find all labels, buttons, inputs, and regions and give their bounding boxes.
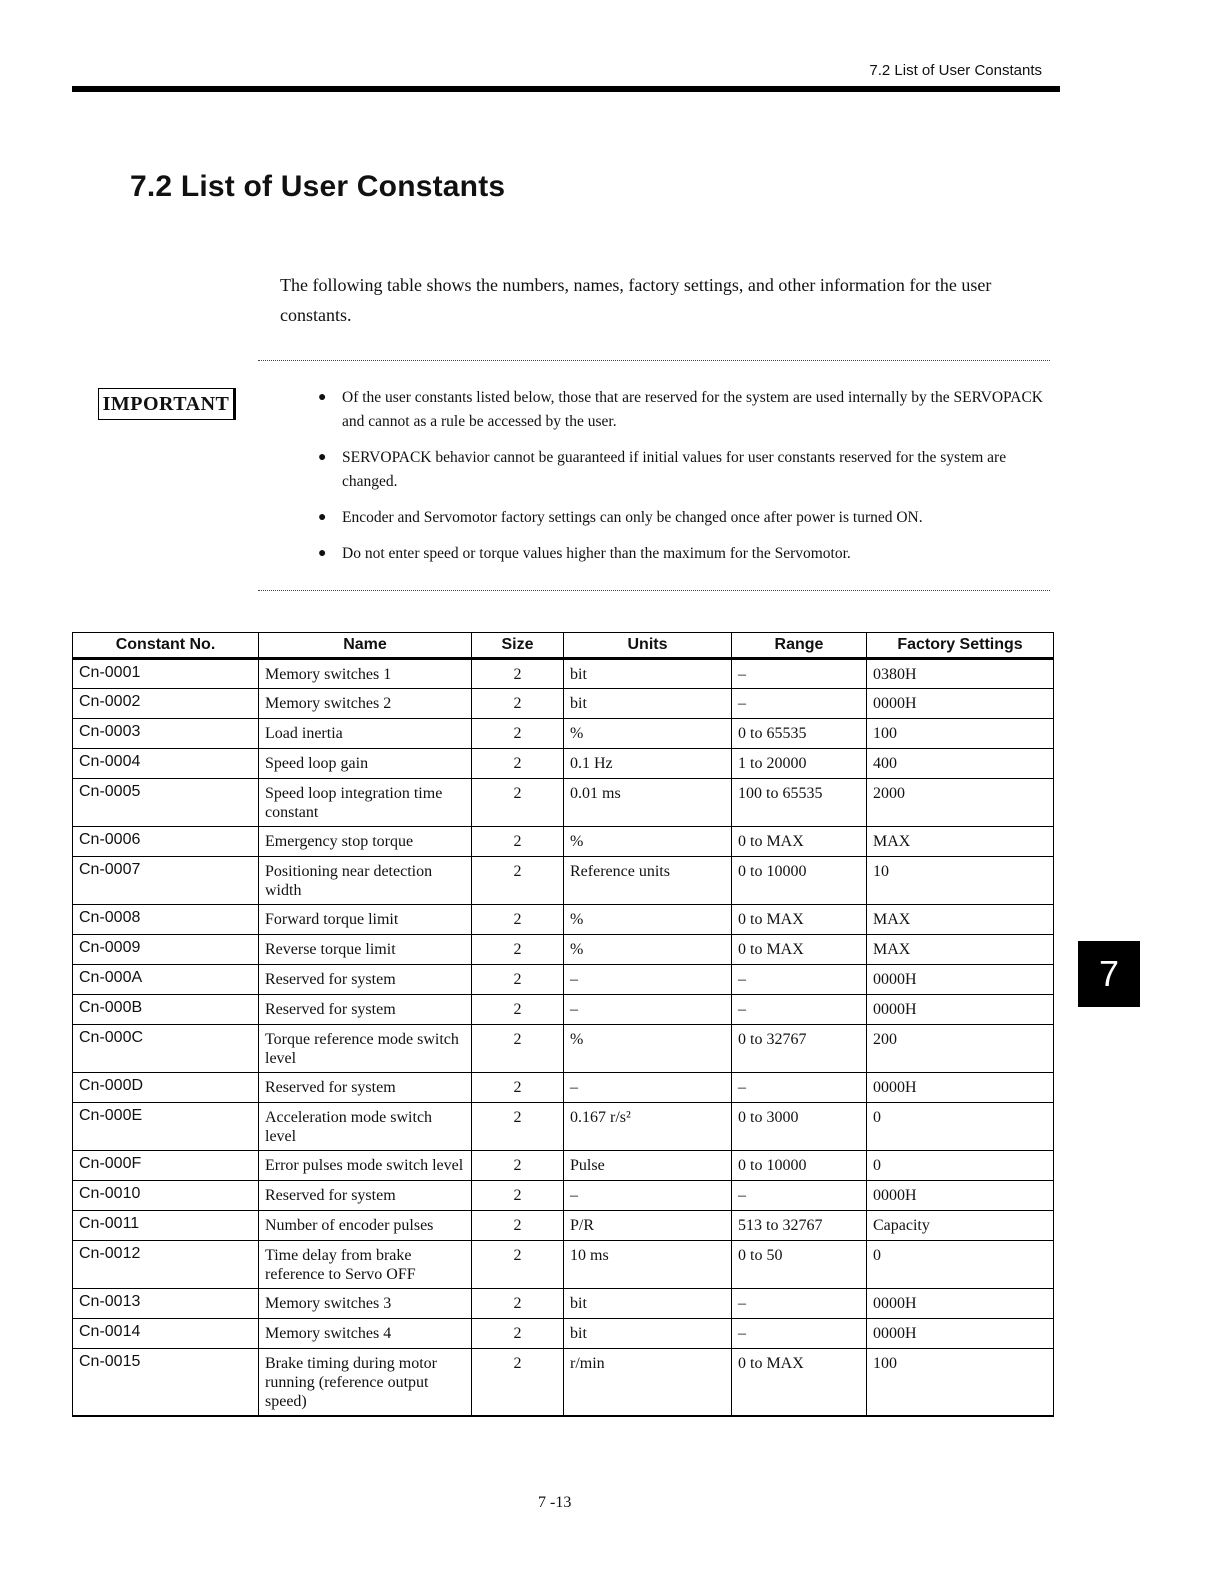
- cell-range: 1 to 20000: [732, 749, 867, 779]
- cell-size: 2: [472, 1349, 564, 1417]
- cell-name: Memory switches 2: [259, 689, 472, 719]
- cell-name: Memory switches 3: [259, 1289, 472, 1319]
- cell-factory-setting: 0000H: [867, 995, 1054, 1025]
- cell-factory-setting: 100: [867, 719, 1054, 749]
- table-row: [73, 1349, 1054, 1417]
- cell-units: 0.167 r/s²: [564, 1103, 732, 1151]
- cell-constant-no: Cn-000C: [73, 1025, 259, 1073]
- cell-range: –: [732, 659, 867, 689]
- cell-constant-no: Cn-000E: [73, 1103, 259, 1151]
- cell-units: 0.01 ms: [564, 779, 732, 827]
- table-row: [73, 1103, 1054, 1151]
- table-row: [73, 719, 1054, 749]
- cell-constant-no: Cn-0004: [73, 749, 259, 779]
- cell-size: 2: [472, 1073, 564, 1103]
- table-row: [73, 659, 1054, 689]
- cell-name: Acceleration mode switch level: [259, 1103, 472, 1151]
- cell-factory-setting: 0: [867, 1151, 1054, 1181]
- cell-factory-setting: Capacity: [867, 1211, 1054, 1241]
- cell-size: 2: [472, 659, 564, 689]
- cell-units: bit: [564, 659, 732, 689]
- cell-name: Time delay from brake reference to Servo OFF: [259, 1241, 472, 1289]
- cell-factory-setting: MAX: [867, 905, 1054, 935]
- cell-units: 0.1 Hz: [564, 749, 732, 779]
- cell-size: 2: [472, 857, 564, 905]
- cell-constant-no: Cn-0008: [73, 905, 259, 935]
- cell-name: Brake timing during motor running (reference output speed): [259, 1349, 472, 1417]
- cell-size: 2: [472, 1289, 564, 1319]
- user-constants-table: [72, 632, 1054, 1417]
- cell-name: Emergency stop torque: [259, 827, 472, 857]
- bullet-icon: ●: [318, 450, 327, 465]
- cell-units: %: [564, 935, 732, 965]
- cell-factory-setting: 400: [867, 749, 1054, 779]
- cell-range: 513 to 32767: [732, 1211, 867, 1241]
- important-label: IMPORTANT: [98, 388, 236, 420]
- cell-factory-setting: 0000H: [867, 965, 1054, 995]
- cell-range: 0 to 65535: [732, 719, 867, 749]
- cell-factory-setting: 0380H: [867, 659, 1054, 689]
- cell-range: 0 to 10000: [732, 857, 867, 905]
- cell-size: 2: [472, 779, 564, 827]
- bullet-icon: ●: [318, 390, 327, 405]
- cell-name: Forward torque limit: [259, 905, 472, 935]
- cell-size: 2: [472, 1151, 564, 1181]
- table-row: [73, 1025, 1054, 1073]
- cell-name: Torque reference mode switch level: [259, 1025, 472, 1073]
- table-row: [73, 689, 1054, 719]
- cell-units: r/min: [564, 1349, 732, 1417]
- cell-range: –: [732, 1073, 867, 1103]
- table-row: [73, 1151, 1054, 1181]
- header-factory-settings: Factory Settings: [867, 633, 1054, 659]
- cell-constant-no: Cn-0015: [73, 1349, 259, 1417]
- cell-range: 0 to MAX: [732, 905, 867, 935]
- cell-factory-setting: 0: [867, 1241, 1054, 1289]
- cell-range: 100 to 65535: [732, 779, 867, 827]
- cell-factory-setting: 0000H: [867, 1319, 1054, 1349]
- header-units: Units: [564, 633, 732, 659]
- intro-paragraph: The following table shows the numbers, names, factory settings, and other information for the user constants.: [280, 275, 992, 325]
- table-row: [73, 905, 1054, 935]
- cell-range: –: [732, 1319, 867, 1349]
- cell-units: P/R: [564, 1211, 732, 1241]
- cell-size: 2: [472, 995, 564, 1025]
- cell-factory-setting: 0: [867, 1103, 1054, 1151]
- cell-units: –: [564, 965, 732, 995]
- cell-units: –: [564, 995, 732, 1025]
- cell-range: –: [732, 1181, 867, 1211]
- cell-range: 0 to 32767: [732, 1025, 867, 1073]
- cell-range: –: [732, 689, 867, 719]
- cell-name: Error pulses mode switch level: [259, 1151, 472, 1181]
- chapter-tab: 7: [1078, 941, 1140, 1007]
- cell-size: 2: [472, 905, 564, 935]
- cell-factory-setting: 2000: [867, 779, 1054, 827]
- cell-size: 2: [472, 1103, 564, 1151]
- cell-name: Load inertia: [259, 719, 472, 749]
- cell-factory-setting: 200: [867, 1025, 1054, 1073]
- running-header: 7.2 List of User Constants: [869, 62, 1042, 79]
- table-row: [73, 1241, 1054, 1289]
- header-rule: [72, 86, 1060, 92]
- cell-range: –: [732, 1289, 867, 1319]
- cell-name: Reserved for system: [259, 1181, 472, 1211]
- section-title: 7.2 List of User Constants: [130, 170, 506, 203]
- cell-factory-setting: 0000H: [867, 689, 1054, 719]
- cell-units: bit: [564, 689, 732, 719]
- table-row: [73, 1289, 1054, 1319]
- cell-constant-no: Cn-0006: [73, 827, 259, 857]
- header-size: Size: [472, 633, 564, 659]
- table-row: [73, 857, 1054, 905]
- cell-name: Speed loop gain: [259, 749, 472, 779]
- table-row: [73, 995, 1054, 1025]
- cell-constant-no: Cn-000F: [73, 1151, 259, 1181]
- cell-units: bit: [564, 1319, 732, 1349]
- cell-constant-no: Cn-0009: [73, 935, 259, 965]
- cell-size: 2: [472, 965, 564, 995]
- cell-factory-setting: 100: [867, 1349, 1054, 1417]
- cell-constant-no: Cn-0003: [73, 719, 259, 749]
- table-header-row: [73, 633, 1054, 659]
- cell-factory-setting: MAX: [867, 935, 1054, 965]
- cell-units: %: [564, 905, 732, 935]
- cell-constant-no: Cn-0002: [73, 689, 259, 719]
- cell-constant-no: Cn-0011: [73, 1211, 259, 1241]
- cell-units: %: [564, 1025, 732, 1073]
- cell-constant-no: Cn-0007: [73, 857, 259, 905]
- table-row: [73, 935, 1054, 965]
- note-item: ● Do not enter speed or torque values higher than the maximum for the Servomotor.: [318, 542, 1058, 566]
- cell-units: %: [564, 719, 732, 749]
- note-item: ● Encoder and Servomotor factory settings can only be changed once after power is turned ON.: [318, 506, 1058, 530]
- table-row: [73, 1073, 1054, 1103]
- cell-units: –: [564, 1181, 732, 1211]
- cell-units: 10 ms: [564, 1241, 732, 1289]
- table-row: [73, 1181, 1054, 1211]
- cell-range: –: [732, 995, 867, 1025]
- cell-name: Number of encoder pulses: [259, 1211, 472, 1241]
- bullet-icon: ●: [318, 546, 327, 561]
- cell-constant-no: Cn-0013: [73, 1289, 259, 1319]
- cell-units: bit: [564, 1289, 732, 1319]
- cell-constant-no: Cn-0010: [73, 1181, 259, 1211]
- cell-size: 2: [472, 749, 564, 779]
- cell-range: 0 to MAX: [732, 827, 867, 857]
- table-row: [73, 749, 1054, 779]
- cell-name: Speed loop integration time constant: [259, 779, 472, 827]
- cell-range: 0 to MAX: [732, 1349, 867, 1417]
- note-item: ● SERVOPACK behavior cannot be guaranteed if initial values for user constants reserved for the system are changed.: [318, 446, 1058, 494]
- cell-factory-setting: 10: [867, 857, 1054, 905]
- divider-bottom: [258, 590, 1050, 591]
- cell-factory-setting: MAX: [867, 827, 1054, 857]
- cell-name: Positioning near detection width: [259, 857, 472, 905]
- cell-units: –: [564, 1073, 732, 1103]
- cell-factory-setting: 0000H: [867, 1181, 1054, 1211]
- cell-size: 2: [472, 1241, 564, 1289]
- cell-units: Pulse: [564, 1151, 732, 1181]
- cell-range: 0 to MAX: [732, 935, 867, 965]
- cell-constant-no: Cn-0001: [73, 659, 259, 689]
- cell-name: Reverse torque limit: [259, 935, 472, 965]
- cell-constant-no: Cn-0005: [73, 779, 259, 827]
- cell-range: 0 to 10000: [732, 1151, 867, 1181]
- cell-constant-no: Cn-000A: [73, 965, 259, 995]
- cell-size: 2: [472, 827, 564, 857]
- bullet-icon: ●: [318, 510, 327, 525]
- cell-size: 2: [472, 719, 564, 749]
- header-name: Name: [259, 633, 472, 659]
- cell-constant-no: Cn-000B: [73, 995, 259, 1025]
- cell-constant-no: Cn-000D: [73, 1073, 259, 1103]
- divider-top: [258, 360, 1050, 361]
- cell-constant-no: Cn-0014: [73, 1319, 259, 1349]
- table-body: [73, 659, 1054, 1417]
- cell-size: 2: [472, 1025, 564, 1073]
- table-row: [73, 1211, 1054, 1241]
- cell-range: –: [732, 965, 867, 995]
- cell-range: 0 to 3000: [732, 1103, 867, 1151]
- cell-units: Reference units: [564, 857, 732, 905]
- cell-range: 0 to 50: [732, 1241, 867, 1289]
- cell-units: %: [564, 827, 732, 857]
- cell-name: Reserved for system: [259, 1073, 472, 1103]
- important-notes: [318, 386, 1058, 566]
- cell-name: Reserved for system: [259, 995, 472, 1025]
- header-constant-no: Constant No.: [73, 633, 259, 659]
- note-item: ● Of the user constants listed below, those that are reserved for the system are used internally by the SERVOPACK and cannot as a rule be accessed by the user.: [318, 386, 1058, 434]
- page-number: 7 -13: [538, 1494, 572, 1511]
- cell-size: 2: [472, 1211, 564, 1241]
- table-row: [73, 827, 1054, 857]
- cell-size: 2: [472, 689, 564, 719]
- cell-factory-setting: 0000H: [867, 1289, 1054, 1319]
- cell-size: 2: [472, 935, 564, 965]
- cell-size: 2: [472, 1319, 564, 1349]
- cell-constant-no: Cn-0012: [73, 1241, 259, 1289]
- cell-name: Reserved for system: [259, 965, 472, 995]
- cell-factory-setting: 0000H: [867, 1073, 1054, 1103]
- cell-size: 2: [472, 1181, 564, 1211]
- cell-name: Memory switches 1: [259, 659, 472, 689]
- header-range: Range: [732, 633, 867, 659]
- table-row: [73, 965, 1054, 995]
- table-row: [73, 779, 1054, 827]
- table-row: [73, 1319, 1054, 1349]
- cell-name: Memory switches 4: [259, 1319, 472, 1349]
